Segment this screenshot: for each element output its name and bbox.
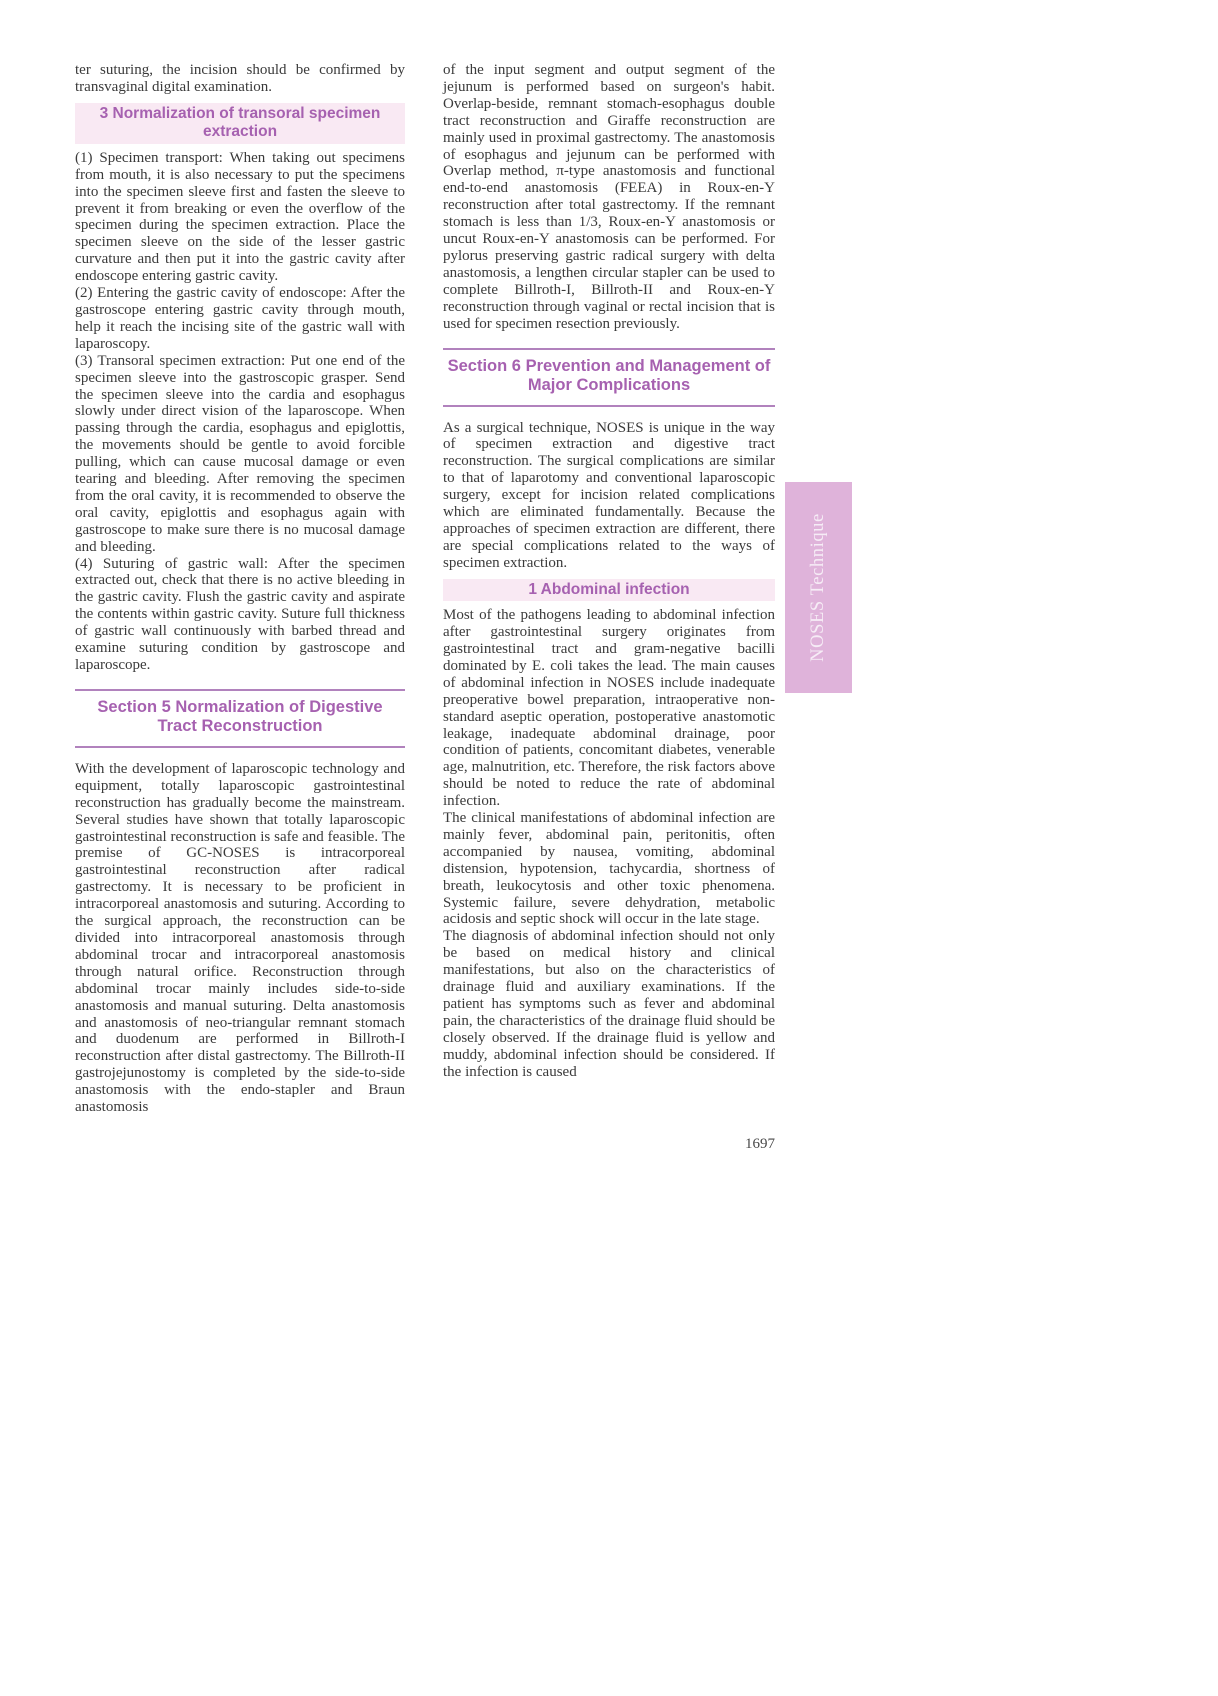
heading-abdominal-infection: 1 Abdominal infection (443, 579, 775, 602)
chapter-side-tab (785, 482, 852, 693)
paragraph-section-5: With the development of laparoscopic technology and equipment, totally laparoscopic gastrointestinal reconstruction has gradually become the mainstream. Several studies have shown that totally laparoscopic gastrointestinal reconstruction is safe and feasible. The premise of GC-NOSES is intracorporeal gastrointestinal reconstruction after radical gastrectomy. It is necessary to be proficient in intracorporeal anastomosis and suturing. According to the surgical approach, the reconstruction can be divided into intracorporeal anastomosis through abdominal trocar and intracorporeal anastomosis through natural orifice. Reconstruction through abdominal trocar mainly includes side-to-side anastomosis and manual suturing. Delta anastomosis and anastomosis of neo-triangular remnant stomach and duodenum are performed in Billroth-I reconstruction after distal gastrectomy. The Billroth-II gastrojejunostomy is completed by the side-to-side anastomosis with the endo-stapler and Braun anastomosis (75, 760, 405, 1116)
paragraph-abdominal-3: The diagnosis of abdominal infection should not only be based on medical history and clinical manifestations, but also on the characteristics of drainage fluid and auxiliary examinations. If the patient has symptoms such as fever and abdominal pain, the characteristics of the drainage fluid should be closely observed. If the drainage fluid is yellow and muddy, abdominal infection should be considered. If the infection is caused (443, 928, 775, 1080)
paragraph-continuation: ter suturing, the incision should be confirmed by transvaginal digital examination. (75, 62, 405, 95)
paragraph-section-6: As a surgical technique, NOSES is unique in the way of specimen extraction and digestive tract reconstruction. The surgical complications are similar to that of laparotomy and conventional laparoscopic surgery, except for incision related complications which are eliminated fundamentally. Because the approaches of specimen extraction are different, there are special complications related to the ways of specimen extraction. (443, 419, 775, 571)
paragraph-item-1: (1) Specimen transport: When taking out specimens from mouth, it is also necessary to put the specimens into the specimen sleeve first and fasten the sleeve to prevent it from breaking or even the overflow of the specimen during the specimen extraction. Place the specimen sleeve on the side of the lesser gastric curvature and then put it into the gastric cavity after endoscope entering gastric cavity. (75, 149, 405, 285)
paragraph-item-3: (3) Transoral specimen extraction: Put one end of the specimen sleeve into the gastroscopic grasper. Send the specimen sleeve into the cardia and esophagus slowly under direct vision of the laparoscope. When passing through the cardia, esophagus and epiglottis, the movements should be gentle to avoid forcible pulling, which can cause mucosal damage or even tearing and bleeding. After removing the specimen from the oral cavity, it is recommended to observe the oral cavity, epiglottis and esophagus again with gastroscope to make sure there is no mucosal damage and bleeding. (75, 352, 405, 555)
heading-transoral-specimen-extraction: 3 Normalization of transoral specimen extraction (75, 103, 405, 144)
chapter-side-tab-label: NOSES Technique (808, 513, 829, 662)
paragraph-abdominal-1: Most of the pathogens leading to abdominal infection after gastrointestinal surgery originates from gastrointestinal tract and gram-negative bacilli dominated by E. coli takes the lead. The main causes of abdominal infection in NOSES include inadequate preoperative bowel preparation, intraoperative non-standard aseptic operation, postoperative anastomotic leakage, inadequate abdominal drainage, poor condition of patients, concomitant diabetes, venerable age, malnutrition, etc. Therefore, the risk factors above should be noted to reduce the rate of abdominal infection. (443, 607, 775, 810)
paragraph-abdominal-2: The clinical manifestations of abdominal infection are mainly fever, abdominal pain, peritonitis, often accompanied by nausea, vomiting, abdominal distension, hypotension, tachycardia, shortness of breath, leukocytosis and other toxic phenomena. Systemic failure, severe dehydration, metabolic acidosis and septic shock will occur in the late stage. (443, 810, 775, 928)
right-column (443, 62, 775, 1081)
left-column (75, 62, 405, 1116)
paragraph-item-4: (4) Suturing of gastric wall: After the specimen extracted out, check that there is no active bleeding in the gastric cavity. Flush the gastric cavity and aspirate the contents within gastric cavity. Suture full thickness of gastric wall continuously with barbed thread and examine suturing condition by gastroscope and laparoscope. (75, 555, 405, 673)
heading-section-5: Section 5 Normalization of Digestive Tract Reconstruction (75, 689, 405, 748)
paragraph-item-2: (2) Entering the gastric cavity of endoscope: After the gastroscope entering gastric cavity through mouth, help it reach the incising site of the gastric wall with laparoscopy. (75, 285, 405, 352)
heading-section-6: Section 6 Prevention and Management of Major Complications (443, 348, 775, 407)
paragraph-continuation: of the input segment and output segment of the jejunum is performed based on surgeon's habit. Overlap-beside, remnant stomach-esophagus double tract reconstruction and Giraffe reconstruction are mainly used in proximal gastrectomy. The anastomosis of esophagus and jejunum can be performed with Overlap method, π-type anastomosis and functional end-to-end anastomosis (FEEA) in Roux-en-Y reconstruction after total gastrectomy. If the remnant stomach is less than 1/3, Roux-en-Y anastomosis or uncut Roux-en-Y anastomosis can be performed. For pylorus preserving gastric radical surgery with delta anastomosis, a lengthen circular stapler can be used to complete Billroth-I, Billroth-II and Roux-en-Y reconstruction through vaginal or rectal incision that is used for specimen resection previously. (443, 62, 775, 332)
page-number: 1697 (745, 1136, 775, 1152)
